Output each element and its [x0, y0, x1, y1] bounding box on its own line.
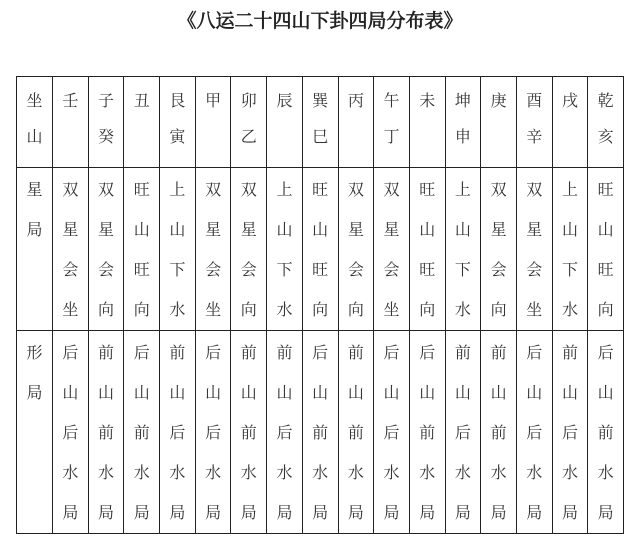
cell-char: 双	[205, 180, 222, 199]
cell-char: 下	[276, 260, 293, 279]
cell-char: 向	[490, 300, 507, 319]
cell-char: 后	[205, 343, 222, 362]
table-cell	[160, 331, 196, 534]
table-cell	[267, 168, 303, 331]
table-cell	[231, 77, 267, 168]
cell-char: 前	[490, 423, 507, 442]
cell-char: 后	[597, 343, 614, 362]
table-cell	[481, 77, 517, 168]
cell-char: 星	[205, 220, 222, 239]
row-label	[17, 331, 53, 534]
cell-char: 局	[169, 503, 186, 522]
cell-char: 星	[98, 220, 115, 239]
table-cell	[445, 331, 481, 534]
cell-char: 前	[312, 423, 329, 442]
cell-char: 山	[276, 220, 293, 239]
table-cell	[267, 77, 303, 168]
cell-char: 水	[383, 463, 400, 482]
cell-char: 双	[526, 180, 543, 199]
cell-char: 水	[276, 300, 293, 319]
cell-char: 前	[240, 343, 257, 362]
cell-char: 山	[561, 383, 578, 402]
cell-char: 水	[98, 463, 115, 482]
cell-char: 下	[454, 260, 471, 279]
cell-char: 后	[276, 423, 293, 442]
cell-char: 坐	[526, 300, 543, 319]
cell-char: 酉	[526, 91, 543, 110]
table-cell	[302, 168, 338, 331]
table-cell	[445, 168, 481, 331]
table-cell	[409, 331, 445, 534]
table-cell	[338, 168, 374, 331]
cell-char: 星	[62, 220, 79, 239]
row-form-pattern	[17, 331, 624, 534]
cell-char: 向	[597, 300, 614, 319]
cell-char: 前	[454, 343, 471, 362]
cell-char: 辛	[526, 127, 543, 146]
cell-char: 星	[347, 220, 364, 239]
cell-char: 星	[240, 220, 257, 239]
page-title: 《八运二十四山下卦四局分布表》	[177, 10, 463, 32]
table-cell	[231, 331, 267, 534]
cell-char: 局	[597, 503, 614, 522]
cell-char: 山	[419, 383, 436, 402]
cell-char: 局	[62, 503, 79, 522]
cell-char: 局	[26, 220, 43, 239]
cell-char: 双	[347, 180, 364, 199]
cell-char: 后	[383, 343, 400, 362]
cell-char: 会	[240, 260, 257, 279]
cell-char: 水	[205, 463, 222, 482]
cell-char: 局	[240, 503, 257, 522]
table-cell	[160, 77, 196, 168]
table-cell	[409, 77, 445, 168]
cell-char: 山	[312, 383, 329, 402]
cell-char: 会	[62, 260, 79, 279]
cell-char: 旺	[312, 260, 329, 279]
cell-char: 山	[597, 220, 614, 239]
cell-char: 庚	[490, 91, 507, 110]
cell-char: 向	[419, 300, 436, 319]
cell-char: 会	[98, 260, 115, 279]
table-cell	[88, 168, 124, 331]
cell-char: 水	[419, 463, 436, 482]
cell-char: 山	[62, 383, 79, 402]
cell-char: 前	[490, 343, 507, 362]
cell-char: 山	[169, 220, 186, 239]
table-cell	[53, 77, 89, 168]
cell-char: 上	[276, 180, 293, 199]
cell-char: 山	[98, 383, 115, 402]
cell-char: 水	[561, 300, 578, 319]
cell-char: 会	[383, 260, 400, 279]
cell-char: 后	[383, 423, 400, 442]
cell-char: 戌	[561, 91, 578, 110]
cell-char: 后	[205, 423, 222, 442]
cell-char: 水	[169, 300, 186, 319]
cell-char: 水	[490, 463, 507, 482]
table-cell	[124, 331, 160, 534]
cell-char: 局	[526, 503, 543, 522]
cell-char: 后	[133, 343, 150, 362]
cell-char: 甲	[205, 91, 222, 110]
table-cell	[552, 168, 588, 331]
cell-char: 山	[419, 220, 436, 239]
cell-char: 癸	[98, 127, 115, 146]
table-cell	[409, 168, 445, 331]
table-cell	[516, 77, 552, 168]
cell-char: 亥	[597, 127, 614, 146]
cell-char: 前	[98, 423, 115, 442]
cell-char: 山	[240, 383, 257, 402]
table-cell	[516, 168, 552, 331]
cell-char: 星	[26, 180, 43, 199]
table-cell	[338, 77, 374, 168]
cell-char: 丁	[383, 127, 400, 146]
cell-char: 后	[454, 423, 471, 442]
cell-char: 形	[26, 343, 43, 362]
table-cell	[338, 331, 374, 534]
cell-char: 山	[383, 383, 400, 402]
cell-char: 局	[383, 503, 400, 522]
cell-char: 山	[454, 383, 471, 402]
cell-char: 寅	[169, 127, 186, 146]
cell-char: 双	[490, 180, 507, 199]
cell-char: 下	[169, 260, 186, 279]
cell-char: 双	[62, 180, 79, 199]
table-cell	[374, 168, 410, 331]
row-label	[17, 77, 53, 168]
cell-char: 山	[561, 220, 578, 239]
cell-char: 山	[526, 383, 543, 402]
row-star-pattern	[17, 168, 624, 331]
cell-char: 丙	[347, 91, 364, 110]
cell-char: 山	[26, 127, 43, 146]
cell-char: 会	[526, 260, 543, 279]
cell-char: 旺	[312, 180, 329, 199]
cell-char: 坐	[383, 300, 400, 319]
table-cell	[302, 77, 338, 168]
cell-char: 局	[276, 503, 293, 522]
table-cell	[195, 77, 231, 168]
table-cell	[481, 331, 517, 534]
cell-char: 前	[561, 343, 578, 362]
cell-char: 艮	[169, 91, 186, 110]
cell-char: 山	[597, 383, 614, 402]
table-cell	[124, 77, 160, 168]
table-cell	[516, 331, 552, 534]
cell-char: 巳	[312, 127, 329, 146]
cell-char: 双	[98, 180, 115, 199]
cell-char: 局	[454, 503, 471, 522]
cell-char: 旺	[597, 260, 614, 279]
cell-char: 向	[312, 300, 329, 319]
cell-char: 星	[526, 220, 543, 239]
cell-char: 局	[26, 383, 43, 402]
table-cell	[588, 331, 624, 534]
cell-char: 乾	[597, 91, 614, 110]
cell-char: 旺	[597, 180, 614, 199]
cell-char: 山	[312, 220, 329, 239]
cell-char: 水	[240, 463, 257, 482]
table-cell	[481, 168, 517, 331]
table-cell	[53, 168, 89, 331]
cell-char: 上	[561, 180, 578, 199]
cell-char: 山	[490, 383, 507, 402]
cell-char: 水	[526, 463, 543, 482]
cell-char: 水	[62, 463, 79, 482]
table-cell	[124, 168, 160, 331]
cell-char: 水	[561, 463, 578, 482]
cell-char: 向	[347, 300, 364, 319]
cell-char: 午	[383, 91, 400, 110]
cell-char: 前	[98, 343, 115, 362]
cell-char: 山	[276, 383, 293, 402]
cell-char: 后	[169, 423, 186, 442]
cell-char: 山	[205, 383, 222, 402]
table-cell	[267, 331, 303, 534]
table-cell	[231, 168, 267, 331]
cell-char: 会	[490, 260, 507, 279]
cell-char: 局	[490, 503, 507, 522]
cell-char: 星	[490, 220, 507, 239]
cell-char: 水	[597, 463, 614, 482]
cell-char: 局	[561, 503, 578, 522]
cell-char: 坐	[62, 300, 79, 319]
table-cell	[195, 331, 231, 534]
cell-char: 申	[454, 127, 471, 146]
cell-char: 会	[347, 260, 364, 279]
cell-char: 卯	[240, 91, 257, 110]
table-cell	[195, 168, 231, 331]
cell-char: 山	[133, 220, 150, 239]
cell-char: 坐	[205, 300, 222, 319]
cell-char: 向	[98, 300, 115, 319]
cell-char: 前	[133, 423, 150, 442]
cell-char: 山	[133, 383, 150, 402]
cell-char: 后	[312, 343, 329, 362]
cell-char: 下	[561, 260, 578, 279]
cell-char: 旺	[133, 180, 150, 199]
table-cell	[588, 168, 624, 331]
cell-char: 双	[383, 180, 400, 199]
cell-char: 前	[240, 423, 257, 442]
cell-char: 壬	[62, 91, 79, 110]
table-cell	[88, 331, 124, 534]
cell-char: 后	[561, 423, 578, 442]
cell-char: 前	[347, 343, 364, 362]
table-cell	[588, 77, 624, 168]
table-cell	[53, 331, 89, 534]
cell-char: 上	[169, 180, 186, 199]
cell-char: 前	[597, 423, 614, 442]
row-label	[17, 168, 53, 331]
table-cell	[88, 77, 124, 168]
cell-char: 后	[526, 423, 543, 442]
cell-char: 水	[169, 463, 186, 482]
cell-char: 前	[419, 423, 436, 442]
cell-char: 辰	[276, 91, 293, 110]
cell-char: 星	[383, 220, 400, 239]
table-cell	[374, 77, 410, 168]
cell-char: 水	[276, 463, 293, 482]
cell-char: 双	[240, 180, 257, 199]
cell-char: 旺	[419, 180, 436, 199]
cell-char: 后	[62, 343, 79, 362]
cell-char: 水	[312, 463, 329, 482]
cell-char: 局	[98, 503, 115, 522]
distribution-table	[16, 76, 624, 534]
cell-char: 局	[133, 503, 150, 522]
cell-char: 坐	[26, 91, 43, 110]
cell-char: 子	[98, 91, 115, 110]
cell-char: 山	[169, 383, 186, 402]
cell-char: 山	[347, 383, 364, 402]
cell-char: 前	[169, 343, 186, 362]
cell-char: 局	[419, 503, 436, 522]
cell-char: 前	[347, 423, 364, 442]
cell-char: 旺	[419, 260, 436, 279]
cell-char: 丑	[133, 91, 150, 110]
table-cell	[552, 331, 588, 534]
table-cell	[552, 77, 588, 168]
cell-char: 局	[205, 503, 222, 522]
cell-char: 巽	[312, 91, 329, 110]
cell-char: 向	[133, 300, 150, 319]
cell-char: 旺	[133, 260, 150, 279]
cell-char: 水	[454, 300, 471, 319]
table-cell	[302, 331, 338, 534]
cell-char: 水	[133, 463, 150, 482]
cell-char: 乙	[240, 127, 257, 146]
cell-char: 水	[347, 463, 364, 482]
cell-char: 后	[62, 423, 79, 442]
cell-char: 坤	[454, 91, 471, 110]
cell-char: 会	[205, 260, 222, 279]
table-cell	[445, 77, 481, 168]
cell-char: 向	[240, 300, 257, 319]
cell-char: 局	[347, 503, 364, 522]
cell-char: 未	[419, 91, 436, 110]
table-cell	[374, 331, 410, 534]
cell-char: 上	[454, 180, 471, 199]
row-seat-mountain	[17, 77, 624, 168]
cell-char: 水	[454, 463, 471, 482]
table-cell	[160, 168, 196, 331]
cell-char: 局	[312, 503, 329, 522]
cell-char: 前	[276, 343, 293, 362]
cell-char: 后	[526, 343, 543, 362]
cell-char: 后	[419, 343, 436, 362]
cell-char: 山	[454, 220, 471, 239]
